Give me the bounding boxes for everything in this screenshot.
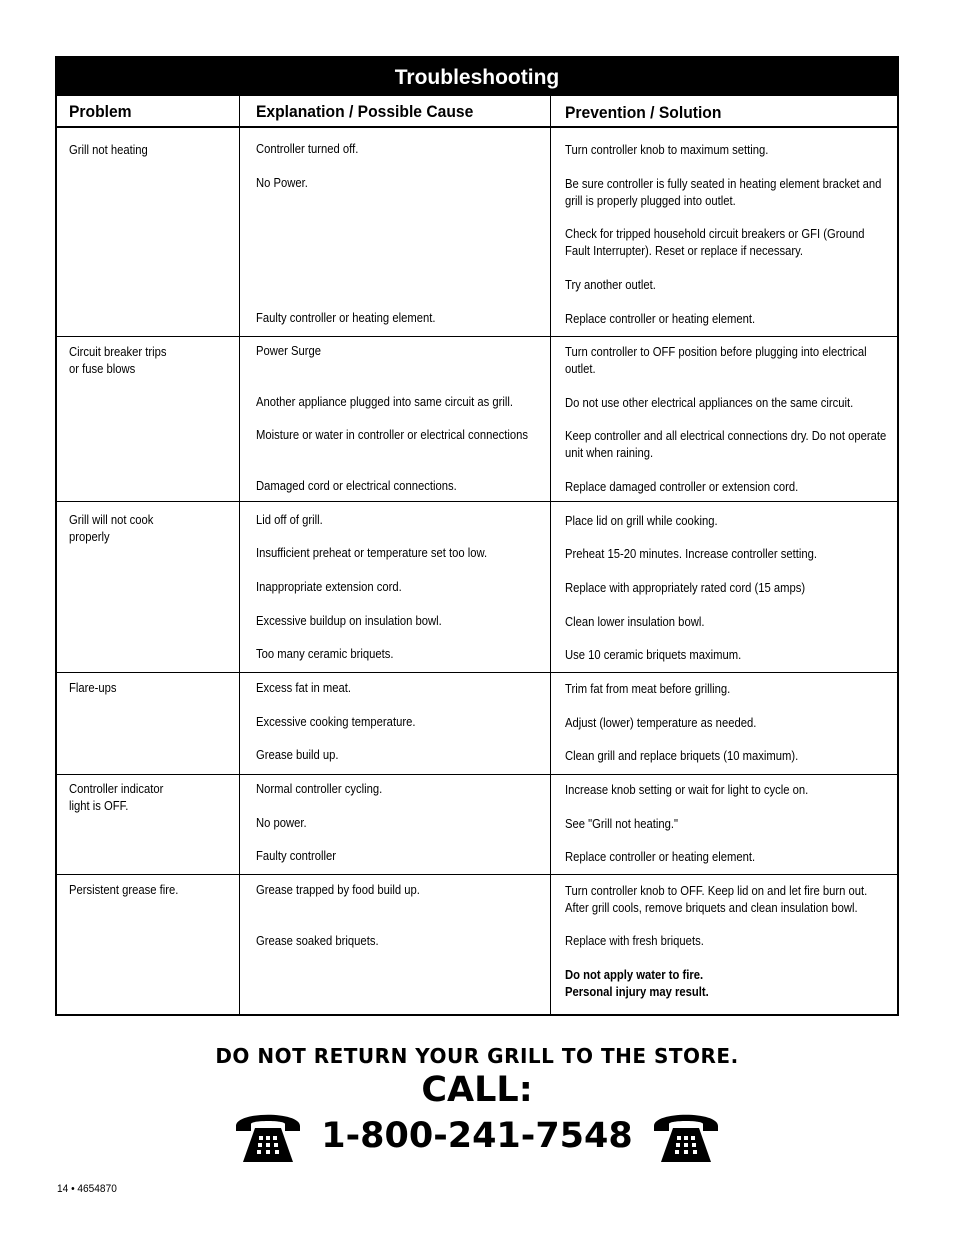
solution-item: Replace controller or heating element. bbox=[565, 312, 756, 326]
solution-item: Do not use other electrical appliances on the same circuit. bbox=[565, 396, 854, 410]
header-divider bbox=[57, 126, 897, 128]
warning-note: Do not apply water to fire. Personal injury may result. bbox=[565, 968, 709, 999]
solution-item: Replace controller or heating element. bbox=[565, 850, 756, 864]
row-divider bbox=[57, 672, 897, 673]
cause-item: Controller turned off. bbox=[256, 142, 359, 156]
cause-item: Faulty controller or heating element. bbox=[256, 311, 436, 325]
cause-item: Another appliance plugged into same circuit as grill. bbox=[256, 395, 514, 409]
table-title: Troubleshooting bbox=[57, 58, 897, 96]
cause-item: Normal controller cycling. bbox=[256, 782, 383, 796]
cause-item: Too many ceramic briquets. bbox=[256, 647, 394, 661]
cause-item: Power Surge bbox=[256, 344, 322, 358]
row-divider bbox=[57, 501, 897, 502]
solution-item: Clean lower insulation bowl. bbox=[565, 615, 705, 629]
problem-cell: Flare-ups bbox=[69, 681, 117, 695]
solution-item: Check for tripped household circuit breakers or GFI (Ground Fault Interrupter). Reset or replace if necessary. bbox=[565, 227, 865, 258]
row-divider bbox=[57, 336, 897, 337]
column-divider bbox=[550, 96, 551, 1014]
solution-item: Place lid on grill while cooking. bbox=[565, 514, 718, 528]
solution-item: Replace with appropriately rated cord (15 amps) bbox=[565, 581, 806, 595]
header-problem: Problem bbox=[69, 102, 132, 121]
cause-item: No Power. bbox=[256, 176, 308, 190]
cause-item: Excess fat in meat. bbox=[256, 681, 352, 695]
solution-item: Be sure controller is fully seated in heating element bracket and grill is properly plugged into outlet. bbox=[565, 177, 882, 208]
problem-cell: Grill will not cook properly bbox=[69, 513, 154, 544]
row-divider bbox=[57, 774, 897, 775]
solution-item: Keep controller and all electrical connections dry. Do not operate unit when raining. bbox=[565, 429, 887, 460]
solution-item: Increase knob setting or wait for light to cycle on. bbox=[565, 783, 809, 797]
problem-cell: Circuit breaker trips or fuse blows bbox=[69, 345, 167, 376]
solution-item: Replace with fresh briquets. bbox=[565, 934, 704, 948]
problem-cell: Persistent grease fire. bbox=[69, 883, 179, 897]
cause-item: Faulty controller bbox=[256, 849, 337, 863]
header-cause: Explanation / Possible Cause bbox=[256, 102, 474, 121]
cause-item: Grease build up. bbox=[256, 748, 339, 762]
solution-item: Turn controller to OFF position before plugging into electrical outlet. bbox=[565, 345, 867, 376]
cause-item: Grease soaked briquets. bbox=[256, 934, 379, 948]
telephone-icon bbox=[233, 1108, 303, 1164]
cause-item: Lid off of grill. bbox=[256, 513, 323, 527]
solution-item: Adjust (lower) temperature as needed. bbox=[565, 716, 757, 730]
phone-row bbox=[0, 1108, 954, 1164]
solution-item: Turn controller knob to maximum setting. bbox=[565, 143, 769, 157]
solution-item: Preheat 15-20 minutes. Increase controller setting. bbox=[565, 547, 818, 561]
cause-item: Excessive cooking temperature. bbox=[256, 715, 416, 729]
cause-item: Moisture or water in controller or electrical connections bbox=[256, 428, 528, 442]
cause-item: Inappropriate extension cord. bbox=[256, 580, 402, 594]
cause-item: Grease trapped by food build up. bbox=[256, 883, 420, 897]
phone-number: 1-800-241-7548 bbox=[321, 1116, 633, 1156]
row-divider bbox=[57, 874, 897, 875]
solution-item: See "Grill not heating." bbox=[565, 817, 679, 831]
column-divider bbox=[239, 96, 240, 1014]
cause-item: Insufficient preheat or temperature set too low. bbox=[256, 546, 488, 560]
cause-item: Excessive buildup on insulation bowl. bbox=[256, 614, 442, 628]
troubleshooting-table bbox=[55, 56, 899, 1016]
solution-item: Try another outlet. bbox=[565, 278, 656, 292]
telephone-icon bbox=[651, 1108, 721, 1164]
solution-item: Replace damaged controller or extension cord. bbox=[565, 480, 799, 494]
cause-item: No power. bbox=[256, 816, 307, 830]
solution-item: Clean grill and replace briquets (10 maximum). bbox=[565, 749, 799, 763]
solution-item: Trim fat from meat before grilling. bbox=[565, 682, 731, 696]
header-solution: Prevention / Solution bbox=[565, 103, 722, 122]
solution-item: Use 10 ceramic briquets maximum. bbox=[565, 648, 742, 662]
cause-item: Damaged cord or electrical connections. bbox=[256, 479, 457, 493]
solution-item: Turn controller knob to OFF. Keep lid on and let fire burn out. After grill cools, remove briquets and clean insulation bowl. bbox=[565, 884, 868, 915]
page-number: 14 • 4654870 bbox=[57, 1183, 117, 1195]
problem-cell: Controller indicator light is OFF. bbox=[69, 782, 164, 813]
problem-cell: Grill not heating bbox=[69, 143, 148, 157]
call-label: CALL: bbox=[421, 1070, 533, 1110]
return-warning: DO NOT RETURN YOUR GRILL TO THE STORE. bbox=[215, 1044, 739, 1068]
